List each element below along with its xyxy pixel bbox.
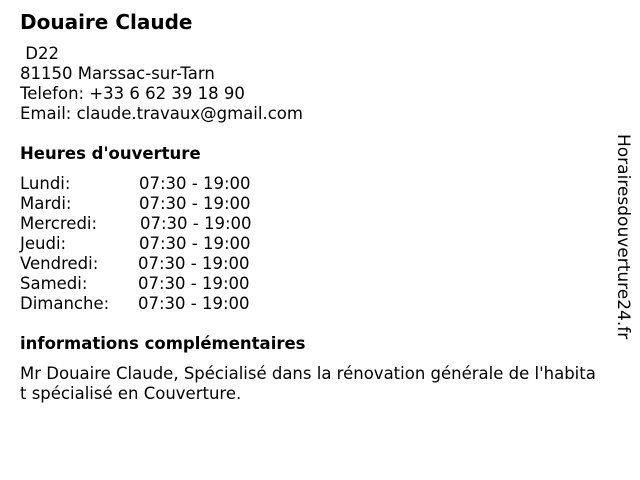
hours-row-wednesday	[20, 214, 320, 234]
time-range: 07:30 - 19:00	[138, 254, 250, 273]
additional-info-text: Mr Douaire Claude, Spécialisé dans la rénovation générale de l'habitat spécialisé en Couverture.	[20, 364, 596, 403]
time-range: 07:30 - 19:00	[139, 194, 251, 213]
day-label: Dimanche:	[20, 294, 110, 313]
time-range: 07:30 - 19:00	[140, 214, 252, 233]
hours-row-sunday	[20, 294, 320, 314]
time-range: 07:30 - 19:00	[138, 274, 250, 293]
day-label: Mercredi:	[20, 214, 98, 233]
street-address: D22	[20, 44, 59, 63]
email-address[interactable]: Email: claude.travaux@gmail.com	[20, 104, 303, 123]
business-name: Douaire Claude	[20, 10, 193, 34]
time-range: 07:30 - 19:00	[139, 174, 251, 193]
day-label: Lundi:	[20, 174, 71, 193]
hours-row-tuesday	[20, 194, 320, 214]
hours-row-thursday	[20, 234, 320, 254]
time-range: 07:30 - 19:00	[138, 294, 250, 313]
opening-hours-table	[20, 174, 320, 314]
site-brand-label[interactable]: Horairesdouverture24.fr	[613, 134, 633, 340]
business-address-block	[20, 44, 303, 124]
hours-row-monday	[20, 174, 320, 194]
hours-row-friday	[20, 254, 320, 274]
day-label: Mardi:	[20, 194, 72, 213]
day-label: Vendredi:	[20, 254, 99, 273]
city-postcode: 81150 Marssac-sur-Tarn	[20, 64, 215, 83]
phone-number[interactable]: Telefon: +33 6 62 39 18 90	[20, 84, 245, 103]
day-label: Samedi:	[20, 274, 88, 293]
hours-row-saturday	[20, 274, 320, 294]
time-range: 07:30 - 19:00	[139, 234, 251, 253]
additional-info-heading: informations complémentaires	[20, 334, 306, 353]
opening-hours-heading: Heures d'ouverture	[20, 144, 201, 163]
day-label: Jeudi:	[20, 234, 67, 253]
